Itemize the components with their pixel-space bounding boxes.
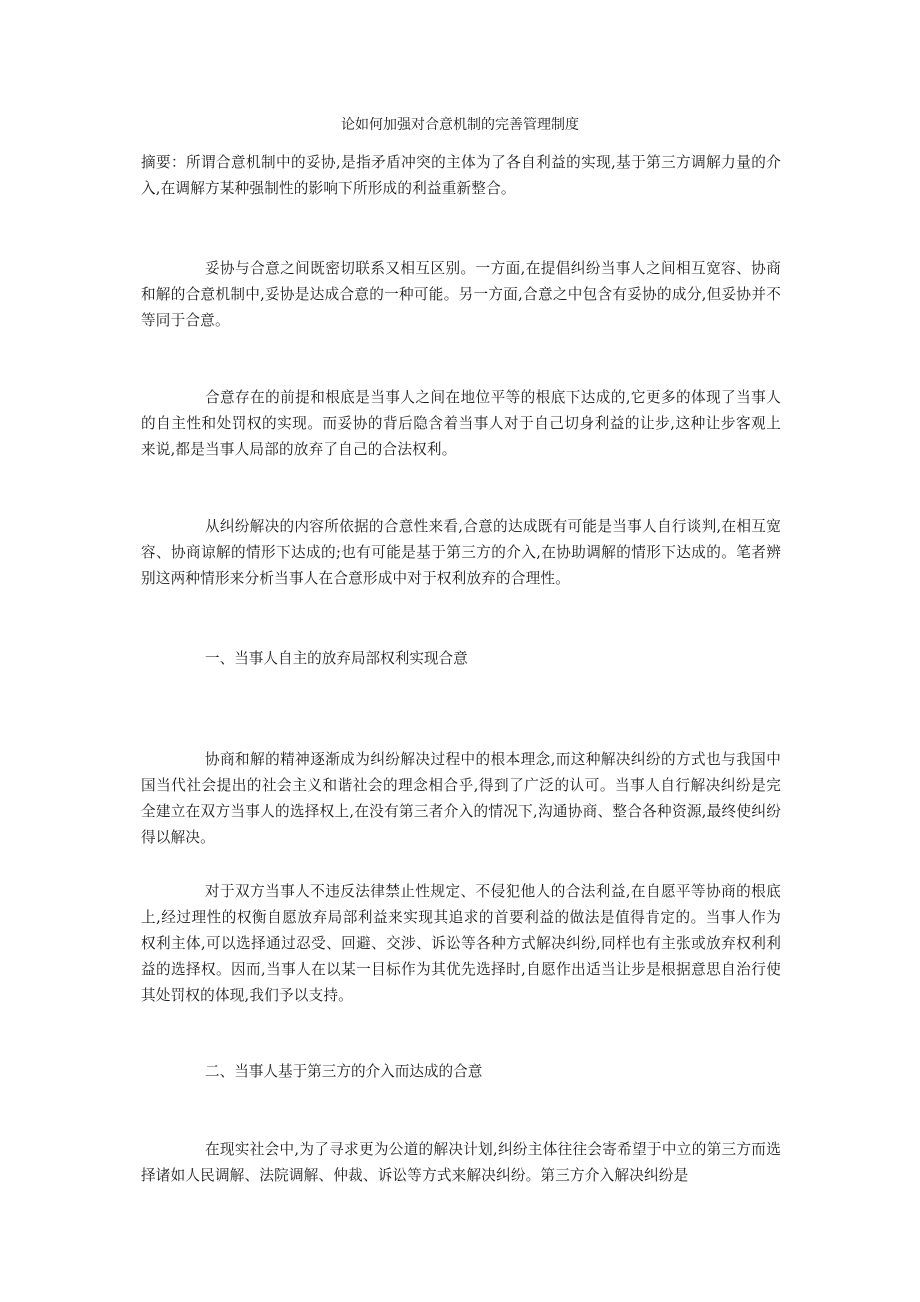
body-paragraph-2: 合意存在的前提和根底是当事人之间在地位平等的根底下达成的,它更多的体现了当事人的自主性和处罚权的实现。而妥协的背后隐含着当事人对于自己切身利益的让步,这种让步客观上来说,都是当事人局部的放弃了自己的合法权利。 [141,389,781,458]
abstract-paragraph: 摘要：所谓合意机制中的妥协,是指矛盾冲突的主体为了各自利益的实现,基于第三方调解力量的介入,在调解方某种强制性的影响下所形成的利益重新整合。 [141,154,781,197]
document-title: 论如何加强对合意机制的完善管理制度 [341,117,579,133]
section-2-heading: 二、当事人基于第三方的介入而达成的合意 [205,1063,483,1080]
body-paragraph-1: 妥协与合意之间既密切联系又相互区别。一方面,在提倡纠纷当事人之间相互宽容、协商和解的合意机制中,妥协是达成合意的一种可能。另一方面,合意之中包含有妥协的成分,但妥协并不等同于合意。 [141,260,781,329]
section-1-heading: 一、当事人自主的放弃局部权利实现合意 [205,650,468,667]
section-1-paragraph-2: 对于双方当事人不违反法律禁止性规定、不侵犯他人的合法利益,在自愿平等协商的根底上,经过理性的权衡自愿放弃局部利益来实现其追求的首要利益的做法是值得肯定的。当事人作为权利主体,可以选择通过忍受、回避、交涉、诉讼等各种方式解决纠纷,同样也有主张或放弃权利利益的选择权。因而,当事人在以某一目标作为其优先选择时,自愿作出适当让步是根据意思自治行使其处罚权的体现,我们予以支持。 [141,883,781,1004]
section-2-paragraph-1: 在现实社会中,为了寻求更为公道的解决计划,纠纷主体往往会寄希望于中立的第三方而选择诸如人民调解、法院调解、仲裁、诉讼等方式来解决纠纷。第三方介入解决纠纷是 [141,1141,781,1184]
section-1-paragraph-1: 协商和解的精神逐渐成为纠纷解决过程中的根本理念,而这种解决纠纷的方式也与我国中国当代社会提出的社会主义和谐社会的理念相合乎,得到了广泛的认可。当事人自行解决纠纷是完全建立在双方当事人的选择权上,在没有第三者介入的情况下,沟通协商、整合各种资源,最终使纠纷得以解决。 [141,751,781,846]
body-paragraph-3: 从纠纷解决的内容所依据的合意性来看,合意的达成既有可能是当事人自行谈判,在相互宽容、协商谅解的情形下达成的;也有可能是基于第三方的介入,在协助调解的情形下达成的。笔者辨别这两种情形来分析当事人在合意形成中对于权利放弃的合理性。 [141,518,781,587]
